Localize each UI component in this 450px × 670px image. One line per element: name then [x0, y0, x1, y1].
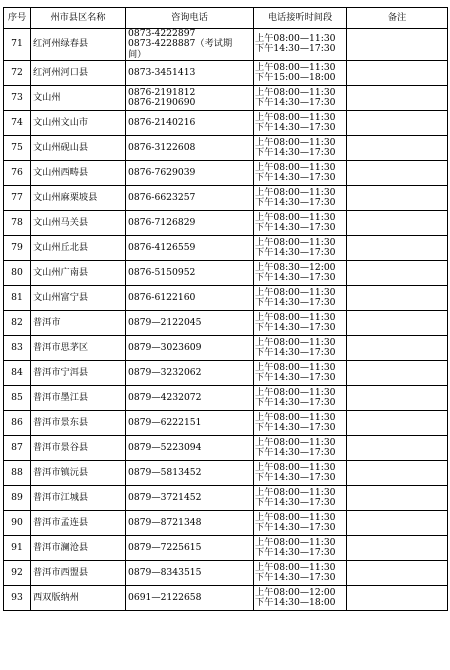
county-name: 红河州绿春县: [31, 29, 126, 61]
morning-hours: 上午08:00—11:30: [255, 486, 336, 498]
morning-hours: 上午08:00—11:30: [255, 436, 336, 448]
time-cell: [254, 335, 347, 360]
phone-cell: [126, 210, 254, 235]
table-row: [4, 310, 448, 335]
phone-cell: [126, 285, 254, 310]
row-number: 77: [4, 185, 31, 210]
row-number: 71: [4, 29, 31, 61]
table-row: [4, 485, 448, 510]
afternoon-hours: 下午14:30—17:30: [255, 571, 336, 583]
phone-cell: [126, 160, 254, 185]
table-row: [4, 510, 448, 535]
note-cell: [347, 60, 448, 85]
afternoon-hours: 下午14:30—17:30: [255, 96, 336, 108]
time-cell: [254, 110, 347, 135]
table-row: [4, 385, 448, 410]
county-name: 文山州文山市: [31, 110, 126, 135]
county-name: 普洱市景谷县: [31, 435, 126, 460]
morning-hours: 上午08:00—11:30: [255, 211, 336, 223]
county-name: 普洱市澜沧县: [31, 535, 126, 560]
phone-cell: [126, 510, 254, 535]
afternoon-hours: 下午14:30—17:30: [255, 521, 336, 533]
table-row: [4, 210, 448, 235]
header-phone: 咨询电话: [126, 8, 254, 29]
county-name: 普洱市镇沅县: [31, 460, 126, 485]
county-name: 普洱市景东县: [31, 410, 126, 435]
afternoon-hours: 下午14:30—17:30: [255, 446, 336, 458]
time-cell: [254, 360, 347, 385]
table-row: [4, 585, 448, 610]
phone-cell: [126, 385, 254, 410]
phone-number: 0876-2190690: [128, 96, 196, 108]
county-name: 文山州马关县: [31, 210, 126, 235]
time-cell: [254, 560, 347, 585]
phone-number: 0691—2122658: [128, 591, 202, 603]
note-cell: [347, 210, 448, 235]
morning-hours: 上午08:00—12:00: [255, 586, 336, 598]
afternoon-hours: 下午14:30—18:00: [255, 596, 336, 608]
table-row: [4, 235, 448, 260]
note-cell: [347, 85, 448, 110]
phone-number: 0879—3721452: [128, 491, 202, 503]
time-cell: [254, 185, 347, 210]
header-time: 电话接听时间段: [254, 8, 347, 29]
table-body: [4, 29, 448, 611]
row-number: 83: [4, 335, 31, 360]
phone-number: 0879—5223094: [128, 441, 202, 453]
row-number: 75: [4, 135, 31, 160]
phone-cell: [126, 485, 254, 510]
phone-cell: [126, 335, 254, 360]
table-row: [4, 335, 448, 360]
county-name: 普洱市江城县: [31, 485, 126, 510]
row-number: 76: [4, 160, 31, 185]
morning-hours: 上午08:00—11:30: [255, 311, 336, 323]
phone-cell: [126, 110, 254, 135]
header-note: 备注: [347, 8, 448, 29]
phone-cell: [126, 260, 254, 285]
morning-hours: 上午08:00—11:30: [255, 33, 336, 45]
header-county: 州市县区名称: [31, 8, 126, 29]
row-number: 89: [4, 485, 31, 510]
row-number: 74: [4, 110, 31, 135]
phone-number: 0879—2122045: [128, 316, 202, 328]
row-number: 81: [4, 285, 31, 310]
phone-number: 0876-5150952: [128, 266, 196, 278]
row-number: 82: [4, 310, 31, 335]
morning-hours: 上午08:00—11:30: [255, 461, 336, 473]
county-name: 红河州河口县: [31, 60, 126, 85]
time-cell: [254, 410, 347, 435]
afternoon-hours: 下午14:30—17:30: [255, 196, 336, 208]
header-row: [4, 8, 448, 29]
afternoon-hours: 下午14:30—17:30: [255, 146, 336, 158]
morning-hours: 上午08:00—11:30: [255, 386, 336, 398]
table-row: [4, 260, 448, 285]
phone-cell: [126, 360, 254, 385]
row-number: 91: [4, 535, 31, 560]
time-cell: [254, 210, 347, 235]
row-number: 78: [4, 210, 31, 235]
row-number: 87: [4, 435, 31, 460]
note-cell: [347, 260, 448, 285]
afternoon-hours: 下午14:30—17:30: [255, 171, 336, 183]
county-name: 文山州富宁县: [31, 285, 126, 310]
phone-cell: [126, 135, 254, 160]
morning-hours: 上午08:00—11:30: [255, 511, 336, 523]
afternoon-hours: 下午14:30—17:30: [255, 121, 336, 133]
phone-cell: [126, 60, 254, 85]
note-cell: [347, 360, 448, 385]
phone-number: 0873-4222897: [128, 28, 196, 39]
note-cell: [347, 560, 448, 585]
table-row: [4, 135, 448, 160]
time-cell: [254, 160, 347, 185]
phone-number: 0876-6122160: [128, 291, 196, 303]
county-name: 普洱市墨江县: [31, 385, 126, 410]
note-cell: [347, 110, 448, 135]
note-cell: [347, 535, 448, 560]
phone-cell: [126, 235, 254, 260]
afternoon-hours: 下午14:30—17:30: [255, 471, 336, 483]
phone-number: 0879—5813452: [128, 466, 202, 478]
note-cell: [347, 160, 448, 185]
phone-number: 0876-2140216: [128, 116, 196, 128]
row-number: 88: [4, 460, 31, 485]
note-cell: [347, 460, 448, 485]
morning-hours: 上午08:00—11:30: [255, 86, 336, 98]
county-name: 普洱市孟连县: [31, 510, 126, 535]
morning-hours: 上午08:00—11:30: [255, 336, 336, 348]
county-name: 普洱市西盟县: [31, 560, 126, 585]
phone-cell: [126, 435, 254, 460]
phone-cell: [126, 585, 254, 610]
phone-number: 0873-4228887（考试期: [128, 38, 233, 50]
phone-number: 0876-7629039: [128, 166, 196, 178]
phone-number: 0879—4232072: [128, 391, 202, 403]
morning-hours: 上午08:00—11:30: [255, 561, 336, 573]
row-number: 79: [4, 235, 31, 260]
note-cell: [347, 335, 448, 360]
phone-number: 0873-3451413: [128, 66, 196, 78]
afternoon-hours: 下午14:30—17:30: [255, 246, 336, 258]
consultation-phone-table: [3, 7, 448, 611]
table-row: [4, 410, 448, 435]
afternoon-hours: 下午14:30—17:30: [255, 221, 336, 233]
phone-cell: [126, 535, 254, 560]
morning-hours: 上午08:00—11:30: [255, 161, 336, 173]
row-number: 80: [4, 260, 31, 285]
row-number: 72: [4, 60, 31, 85]
phone-number: 0876-6623257: [128, 191, 196, 203]
phone-number: 0879—3232062: [128, 366, 202, 378]
table-row: [4, 360, 448, 385]
phone-cell: [126, 560, 254, 585]
row-number: 73: [4, 85, 31, 110]
phone-cell: [126, 29, 254, 61]
county-name: 文山州麻栗坡县: [31, 185, 126, 210]
row-number: 90: [4, 510, 31, 535]
time-cell: [254, 260, 347, 285]
morning-hours: 上午08:00—11:30: [255, 61, 336, 73]
morning-hours: 上午08:00—11:30: [255, 236, 336, 248]
phone-cell: [126, 460, 254, 485]
time-cell: [254, 85, 347, 110]
afternoon-hours: 下午14:30—17:30: [255, 496, 336, 508]
note-cell: [347, 435, 448, 460]
table-row: [4, 185, 448, 210]
phone-number: 0876-7126829: [128, 216, 196, 228]
county-name: 文山州广南县: [31, 260, 126, 285]
table-row: [4, 435, 448, 460]
time-cell: [254, 485, 347, 510]
morning-hours: 上午08:00—11:30: [255, 286, 336, 298]
time-cell: [254, 535, 347, 560]
phone-number: 0876-4126559: [128, 241, 196, 253]
phone-cell: [126, 310, 254, 335]
county-name: 文山州砚山县: [31, 135, 126, 160]
time-cell: [254, 29, 347, 61]
county-name: 文山州西畴县: [31, 160, 126, 185]
table-row: [4, 160, 448, 185]
time-cell: [254, 510, 347, 535]
county-name: 普洱市思茅区: [31, 335, 126, 360]
row-number: 84: [4, 360, 31, 385]
note-cell: [347, 510, 448, 535]
note-cell: [347, 235, 448, 260]
note-cell: [347, 135, 448, 160]
afternoon-hours: 下午15:00—18:00: [255, 71, 336, 83]
phone-number: 0879—8343515: [128, 566, 202, 578]
time-cell: [254, 585, 347, 610]
county-name: 普洱市: [31, 310, 126, 335]
county-name: 文山州丘北县: [31, 235, 126, 260]
table-row: [4, 110, 448, 135]
phone-number: 0879—8721348: [128, 516, 202, 528]
note-cell: [347, 185, 448, 210]
time-cell: [254, 135, 347, 160]
county-name: 西双版纳州: [31, 585, 126, 610]
phone-number: 0876-2191812: [128, 86, 196, 98]
phone-cell: [126, 185, 254, 210]
time-cell: [254, 435, 347, 460]
morning-hours: 上午08:00—11:30: [255, 361, 336, 373]
phone-number: 0879—6222151: [128, 416, 202, 428]
table-row: [4, 60, 448, 85]
phone-number: 0879—3023609: [128, 341, 202, 353]
time-cell: [254, 285, 347, 310]
note-cell: [347, 310, 448, 335]
afternoon-hours: 下午14:30—17:30: [255, 271, 336, 283]
phone-number: 间）: [128, 48, 147, 60]
afternoon-hours: 下午14:30—17:30: [255, 371, 336, 383]
note-cell: [347, 385, 448, 410]
header-no: 序号: [4, 8, 31, 29]
note-cell: [347, 410, 448, 435]
afternoon-hours: 下午14:30—17:30: [255, 421, 336, 433]
time-cell: [254, 385, 347, 410]
note-cell: [347, 285, 448, 310]
table-row: [4, 285, 448, 310]
time-cell: [254, 460, 347, 485]
note-cell: [347, 29, 448, 61]
table-row: [4, 29, 448, 61]
table-row: [4, 560, 448, 585]
phone-cell: [126, 85, 254, 110]
morning-hours: 上午08:00—11:30: [255, 536, 336, 548]
afternoon-hours: 下午14:30—17:30: [255, 396, 336, 408]
note-cell: [347, 585, 448, 610]
morning-hours: 上午08:00—11:30: [255, 111, 336, 123]
afternoon-hours: 下午14:30—17:30: [255, 346, 336, 358]
county-name: 普洱市宁洱县: [31, 360, 126, 385]
phone-cell: [126, 410, 254, 435]
row-number: 93: [4, 585, 31, 610]
row-number: 86: [4, 410, 31, 435]
table-row: [4, 85, 448, 110]
note-cell: [347, 485, 448, 510]
time-cell: [254, 235, 347, 260]
table-header: [4, 8, 448, 29]
row-number: 92: [4, 560, 31, 585]
morning-hours: 上午08:00—11:30: [255, 411, 336, 423]
phone-number: 0879—7225615: [128, 541, 202, 553]
phone-number: 0876-3122608: [128, 141, 196, 153]
afternoon-hours: 下午14:30—17:30: [255, 546, 336, 558]
morning-hours: 上午08:00—11:30: [255, 136, 336, 148]
county-name: 文山州: [31, 85, 126, 110]
time-cell: [254, 60, 347, 85]
table-row: [4, 535, 448, 560]
morning-hours: 上午08:30—12:00: [255, 261, 336, 273]
afternoon-hours: 下午14:30—17:30: [255, 296, 336, 308]
morning-hours: 上午08:00—11:30: [255, 186, 336, 198]
afternoon-hours: 下午14:30—17:30: [255, 43, 336, 55]
afternoon-hours: 下午14:30—17:30: [255, 321, 336, 333]
time-cell: [254, 310, 347, 335]
table-row: [4, 460, 448, 485]
row-number: 85: [4, 385, 31, 410]
